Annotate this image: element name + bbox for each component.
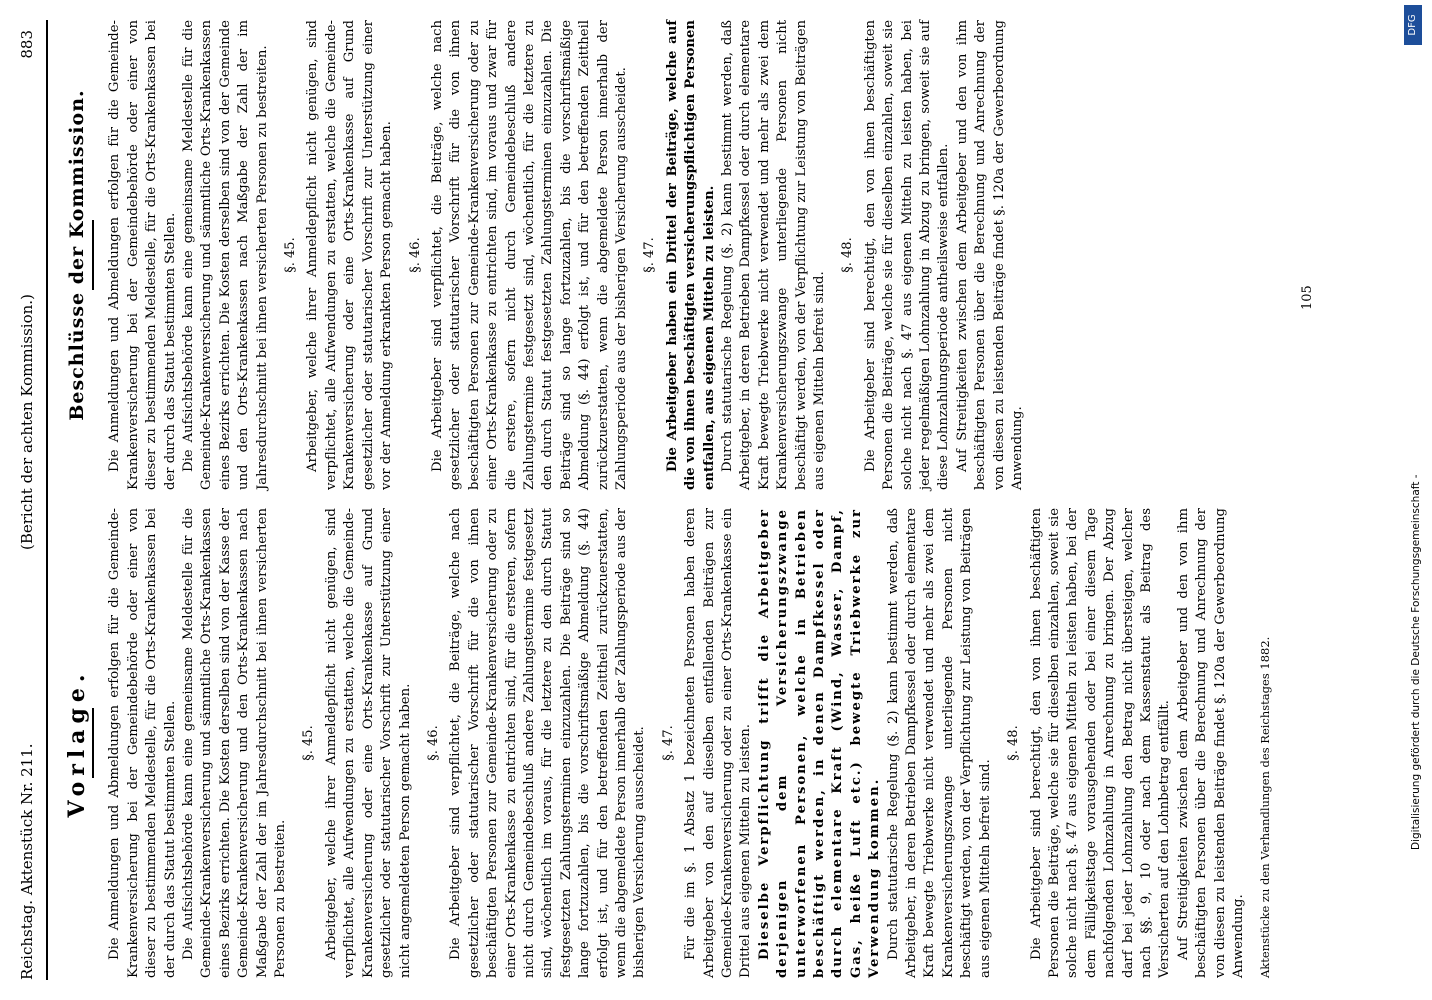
section-number: §. 47. — [660, 725, 676, 761]
section-number: §. 48. — [1006, 725, 1022, 761]
left-column-vorlage — [58, 508, 1275, 978]
paragraph: Die Arbeitgeber sind verpflichtet, die Beiträge, welche nach gesetzlicher oder statutarischer Vorschrift für die von ihnen beschäftigten Personen zur Gemeinde-Krankenversicherung oder zu einer Orts-Krankenkasse zu entrichten sind, für die ersteren, sofern nicht durch Gemeindebeschluß andere Zahlungstermine festgesetzt sind, wöchentlich im voraus, für die letztere zu den durch Statut festgesetzten Zahlungsterminen einzuzahlen. Die Beiträge sind so lange fortzuzahlen, bis die vorschriftsmäßige Abmeldung (§. 44) erfolgt ist, und für den betreffenden Zeittheil zurückzuerstatten, wenn die abgemeldete Person innerhalb der Zahlungsperiode aus der bisherigen Versicherung ausscheidet. — [448, 508, 648, 978]
paragraph: Durch statutarische Regelung (§. 2) kann bestimmt werden, daß Arbeitgeber, in deren Betrieben Dampfkessel oder durch elementare Kraft bewegte Triebwerke nicht verwendet und mehr als zwei dem Krankenversicherungszwange unterliegende Personen nicht beschäftigt werden, von der Verpflichtung zur Leistung von Beiträgen aus eigenen Mitteln befreit sind. — [720, 20, 828, 490]
heading-rule — [92, 220, 94, 290]
paragraph: Für die im §. 1 Absatz 1 bezeichneten Personen haben deren Arbeitgeber von den auf dieselben entfallenden Beiträgen zur Gemeinde-Krankenversicherung oder zu einer Orts-Krankenkasse ein Drittel aus eigenen Mitteln zu leisten. — [683, 508, 754, 978]
paragraph: Die Arbeitgeber sind berechtigt, den von ihnen beschäftigten Personen die Beiträge, welche sie für dieselben einzahlen, soweit sie solche nicht nach §. 47 aus eigenen Mitteln zu leisten haben, bei der dem Fälligkeitstage vorausgehenden oder bei einer diesem Tage nachfolgenden Lohnzahlung in Anrechnung zu bringen. Der Abzug darf bei jeder Lohnzahlung den Betrag nicht übersteigen, welcher nach §§. 9, 10 oder nach dem Kassenstatut als Beitrag des Versicherten auf den Lohnbetrag entfällt. — [1028, 508, 1173, 978]
section-number: §. 46. — [407, 237, 423, 273]
section-number: §. 48. — [840, 237, 856, 273]
digitization-text: Digitalisierung gefördert durch die Deutsche Forschungsgemeinschaft - — [1410, 474, 1422, 850]
running-head — [18, 20, 44, 980]
section-number: §. 45. — [283, 237, 299, 273]
right-column-heading: Beschlüsse der Kommission. — [66, 89, 88, 421]
section-number: §. 47. — [642, 237, 658, 273]
header-page-number: 883 — [18, 30, 36, 59]
paragraph-emphasized: Die Arbeitgeber haben ein Drittel der Beiträge, welche auf die von ihnen beschäftigten versicherungspflichtigen Personen entfallen, aus eigenen Mitteln zu leisten. — [664, 20, 717, 490]
paragraph-emphasized: Dieselbe Verpflichtung trifft die Arbeitgeber derjenigen dem Versicherungszwange unterworfenen Personen, welche in Betrieben beschäftigt werden, in denen Dampfkessel oder durch elementare Kraft (Wind, Wasser, Dampf, Gas, heiße Luft etc.) bewegte Triebwerke zur Verwendung kommen. — [756, 508, 883, 978]
section-number: §. 45. — [301, 725, 317, 761]
digitization-note — [1400, 0, 1430, 1000]
paragraph: Die Aufsichtsbehörde kann eine gemeinsame Meldestelle für die Gemeinde-Krankenversicherung und sämmtliche Orts-Krankenkassen eines Bezirks errichten. Die Kosten derselben sind von der Gemeinde und den Orts-Krankenkassen nach Maßgabe der Zahl der im Jahresdurchschnitt bei ihnen versicherten Personen zu bestreiten. — [181, 20, 270, 490]
right-column-beschluesse — [58, 20, 1028, 490]
paragraph: Die Arbeitgeber sind berechtigt, den von ihnen beschäftigten Personen die Beiträge, welche sie für dieselben einzahlen, soweit sie solche nicht nach §. 47 aus eigenen Mitteln zu leisten haben, bei jeder regelmäßigen Lohnzahlung in Abzug zu bringen, soweit sie auf diese Lohnzahlungsperiode antheilsweise entfallen. — [862, 20, 952, 490]
header-center: (Bericht der achten Kommission.) — [18, 294, 36, 550]
paragraph: Die Arbeitgeber sind verpflichtet, die Beiträge, welche nach gesetzlicher oder statutarischer Vorschrift für die von ihnen beschäftigten Personen zur Gemeinde-Krankenversicherung oder zu einer Orts-Krankenkasse zu entrichten sind, im voraus und zwar für die erstere, sofern nicht durch Gemeindebeschluß andere Zahlungstermine festgesetzt sind, wöchentlich, für die letztere zu den durch Statut festgesetzten Zahlungsterminen einzuzahlen. Die Beiträge sind so lange fortzuzahlen, bis die vorschriftsmäßige Abmeldung (§. 44) erfolgt ist, und für den betreffenden Zeittheil zurückzuerstatten, wenn die abgemeldete Person innerhalb der Zahlungsperiode aus der bisherigen Versicherung ausscheidet. — [429, 20, 629, 490]
paragraph: Arbeitgeber, welche ihrer Anmeldepflicht nicht genügen, sind verpflichtet, alle Aufwendungen zu erstatten, welche die Gemeinde-Krankenversicherung oder eine Orts-Krankenkasse auf Grund gesetzlicher oder statutarischer Vorschrift zur Unterstützung einer nicht angemeldeten Person gemacht haben. — [323, 508, 413, 978]
paragraph: Die Aufsichtsbehörde kann eine gemeinsame Meldestelle für die Gemeinde-Krankenversicherung und sämmtliche Orts-Krankenkassen eines Bezirks errichten. Die Kosten derselben sind von der Kasse der Gemeinde-Krankenversicherung und den Orts-Krankenkassen nach Maßgabe der Zahl der im Jahresdurchschnitt bei ihnen versicherten Personen zu bestreiten. — [181, 508, 289, 978]
paragraph: Durch statutarische Regelung (§. 2) kann bestimmt werden, daß Arbeitgeber, in deren Betrieben Dampfkessel oder durch elementare Kraft bewegte Triebwerke nicht verwendet und mehr als zwei dem Krankenversicherungszwange unterliegende Personen nicht beschäftigt werden, von der Verpflichtung zur Leistung von Beiträgen aus eigenen Mitteln befreit sind. — [885, 508, 993, 978]
header-rule — [46, 20, 48, 980]
dfg-logo: DFG — [1404, 5, 1422, 45]
section-number: §. 46. — [425, 725, 441, 761]
paragraph: Die Anmeldungen und Abmeldungen erfolgen für die Gemeinde-Krankenversicherung bei der Gemeindebehörde oder einer von dieser zu bestimmenden Meldestelle, für die Orts-Krankenkassen bei der durch das Statut bestimmten Stellen. — [107, 20, 178, 490]
footnote: Aktenstücke zu den Verhandlungen des Reichstages 1882. — [1258, 636, 1273, 978]
paragraph: Arbeitgeber, welche ihrer Anmeldepflicht nicht genügen, sind verpflichtet, alle Aufwendungen zu erstatten, welche die Gemeinde-Krankenversicherung oder eine Orts-Krankenkasse auf Grund gesetzlicher oder statutarischer Vorschrift zur Unterstützung einer vor der Anmeldung erkrankten Person gemacht haben. — [305, 20, 395, 490]
header-left: Reichstag. Aktenstück Nr. 211. — [18, 743, 36, 980]
left-column-heading: Vorlage. — [64, 668, 90, 818]
heading-rule — [92, 708, 94, 778]
paragraph: Die Anmeldungen und Abmeldungen erfolgen für die Gemeinde-Krankenversicherung bei der Gemeindebehörde oder einer von dieser zu bestimmenden Meldestelle, für die Orts-Krankenkassen bei der durch das Statut bestimmten Stellen. — [107, 508, 178, 978]
paragraph: Auf Streitigkeiten zwischen dem Arbeitgeber und den von ihm beschäftigten Personen über die Berechnung und Anrechnung der von diesen zu leistenden Beiträge findet §. 120a der Gewerbeordnung Anwendung. — [954, 20, 1026, 490]
paragraph: Auf Streitigkeiten zwischen dem Arbeitgeber und den von ihm beschäftigten Personen über die Berechnung und Anrechnung der von diesen zu leistenden Beiträge findet §. 120a der Gewerbeordnung Anwendung. — [1175, 508, 1246, 978]
page-number: 105 — [1300, 285, 1315, 310]
